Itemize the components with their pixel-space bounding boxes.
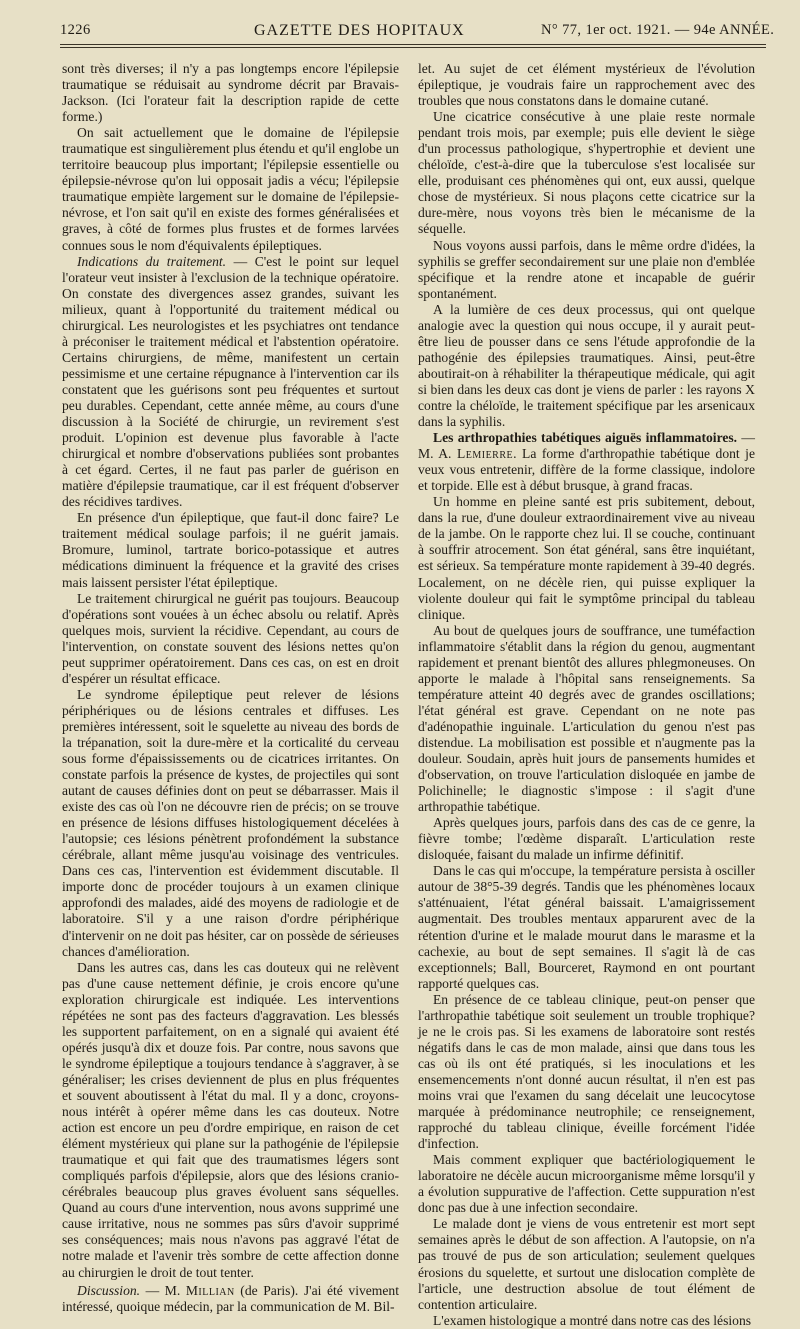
paragraph: Dans le cas qui m'occupe, la température persista à osciller autour de 38°5-39 degrés. Tandis que les phénomènes locaux s'atténuaient, l'état général baissait. L'amaigrissement augmentait. Des troubles mentaux apparurent avec de la rétention d'urine et le malade mourut dans le marasme et la cachexie, au bout de sept semaines. Il s'agit là de cas exceptionnels; Ball, Bourceret, Raymond en ont pourtant rapporté quelques cas. <box>418 863 755 991</box>
issue-info: N° 77, 1er oct. 1921. — 94e ANNÉE. <box>541 22 775 38</box>
subheading: Discussion. <box>77 1282 141 1298</box>
subheading: Indications du traitement. <box>77 253 227 269</box>
paragraph: En présence de ce tableau clinique, peut-on penser que l'arthropathie tabétique soit seulement un trouble trophique? je ne le crois pas. Si les examens de laboratoire sont restés négatifs dans le cas de mon malade, ainsi que dans tous les cas où ils ont été pratiqués, si les inoculations et les ensemencements n'ont donné aucun résultat, il n'en est pas moins vrai que l'examen du sang décelait une leucocytose marquée à prédominance neutrophile; ce renseignement, rapproché du tableau clinique, éveille forcément l'idée d'infection. <box>418 991 755 1152</box>
paragraph: Une cicatrice consécutive à une plaie reste normale pendant trois mois, par exemple; puis elle devient le siège d'un processus pathologique, s'hypertrophie et devient une chéloïde, c'est-à-dire que la tuberculose s'est localisée sur elle, produisant ces phénomènes qui ont, eux aussi, quelque chose de mystérieux. Si nous plaçons cette cicatrice sur la dure-mère, nous voyons très bien le mécanisme de la séquelle. <box>418 109 755 237</box>
paragraph: Le syndrome épileptique peut relever de lésions périphériques ou de lésions centrales et diffuses. Les premières intéressent, soit le squelette au niveau des bords de la trépanation, soit la dure-mère et la corticalité du cerveau sous forme d'épaississements ou de cicatrices irritantes. On constate parfois la présence de kystes, de projectiles qui sont autant de causes définies dont on peut se débarrasser. Mais il existe des cas où l'on ne découvre rien de précis; on se trouve en présence de lésions diffuses histologiquement décelées à l'autopsie; ces lésions pénètrent profondément la substance cérébrale, allant même jusqu'au voisinage des ventricules. Dans ces cas, l'intervention est évidemment discutable. Il importe donc de procéder toujours à un examen clinique approfondi des malades, aidé des moyens de radiologie et de laboratoire. S'il y a une raison d'ordre périphérique d'intervenir on ne doit pas hésiter, car on possède de sérieuses chances d'amélioration. <box>62 686 399 959</box>
paragraph-text: . La forme d'arthropathie tabétique dont je veux vous entretenir, diffère de la forme classique, indolore et torpide. Elle est à début brusque, à grand fracas. <box>418 446 755 494</box>
paragraph-text: — M. A. <box>418 430 755 462</box>
paragraph <box>62 254 399 511</box>
paragraph: A la lumière de ces deux processus, qui ont quelque analogie avec la question qui nous occupe, il y aurait peut-être lieu de pousser dans ce sens l'étude approfondie de la pathogénie des épilepsies traumatiques. Ainsi, peut-être aboutirait-on à réhabiliter la thérapeutique médicale, qui agit si bien dans les deux cas dont je viens de parler : les rayons X contre la chéloïde, le traitement spécifique par les arsenicaux dans la syphilis. <box>418 301 755 430</box>
paragraph-text: — M. <box>140 1282 186 1298</box>
paragraph: Le malade dont je viens de vous entretenir est mort sept semaines après le début de son affection. A l'autopsie, on n'a pas trouvé de pus de son articulation; seulement quelques érosions du squelette, et surtout une dislocation complète de l'article, une destruction absolue de tout élément de contention articulaire. <box>418 1216 755 1312</box>
author-name: Millian <box>185 1282 235 1298</box>
page-header <box>0 22 800 42</box>
paragraph: Après quelques jours, parfois dans des cas de ce genre, la fièvre tombe; l'œdème disparaît. L'articulation reste disloquée, faisant du malade un infirme définitif. <box>418 815 755 863</box>
paragraph: Dans les autres cas, dans les cas douteux qui ne relèvent pas d'une cause nettement définie, je crois encore qu'une exploration chirurgicale est indiquée. Les interventions répétées ne sont pas des facteurs d'aggravation. Les blessés les supportent parfaitement, on en a signalé qui avaient été opérés jusqu'à dix et douze fois. Par contre, nous savons que le syndrome épileptique a toujours tendance à s'aggraver, à se généraliser; les crises deviennent de plus en plus fréquentes et souvent aboutissent à l'état du mal. Il y a donc, croyons-nous intérêt à opérer même dans les cas douteux. Notre action est encore un peu d'ordre empirique, en raison de cet élément mystérieux qui plane sur la pathogénie de l'épilepsie traumatique et qui fait que des traumatismes légers sont compliqués parfois d'épilepsie, alors que des lésions cranio-cérébrales beaucoup plus graves évoluent sans séquelles. Quand au cours d'une intervention, nous avons supprimé une cause irritative, nous ne sommes pas sûrs d'avoir supprimé ses conséquences; mais nous n'avons pas aggravé l'état de notre malade et l'avenir très sombre de cette affection donne au chirurgien le droit de tout tenter. <box>62 959 399 1280</box>
header-rule-double <box>60 47 766 48</box>
journal-title: GAZETTE DES HOPITAUX <box>254 22 465 39</box>
section-heading: Les arthropathies tabétiques aiguës inflammatoires. <box>433 430 738 446</box>
paragraph <box>62 1283 399 1315</box>
left-column <box>62 61 399 1315</box>
author-name: Lemierre <box>456 446 514 462</box>
paragraph: Nous voyons aussi parfois, dans le même ordre d'idées, la syphilis se greffer secondairement sur une plaie non d'emblée spécifique et la rendre atone et incapable de guérir spontanément. <box>418 237 755 301</box>
right-column <box>418 61 755 1329</box>
page-number: 1226 <box>60 22 91 38</box>
header-rule <box>60 44 766 45</box>
paragraph: Au bout de quelques jours de souffrance, une tuméfaction inflammatoire s'établit dans la région du genou, augmentant rapidement et prenant bientôt des allures phlegmoneuses. On apporte le malade à l'hôpital sans renseignements. Sa température atteint 40 degrés avec de grandes oscillations; l'état général est grave. Cependant on ne note pas d'adénopathie inguinale. L'articulation du genou n'est pas distendue. La mobilisation est possible et n'augmente pas la douleur. Soudain, après huit jours de pansements humides et d'observation, on trouve l'articulation disloquée en jambe de Polichinelle; le diagnostic s'impose : il s'agit d'une arthropathie tabétique. <box>418 622 755 815</box>
paragraph-text: — C'est le point sur lequel l'orateur veut insister à l'exclusion de la technique opératoire. On constate des divergences assez grandes, suivant les milieux, quant à l'opportunité du traitement médical ou chirurgical. Les neurologistes et les psychiatres ont tendance à préconiser le traitement médical et l'abstention opératoire. Certains chirurgiens, de même, manifestent un certain pessimisme et une certaine répugnance à l'intervention car ils constatent que les guérisons sont peu fréquentes et surtout peu durables. Cependant, cette année même, au cours d'une discussion à la Société de chirurgie, un revirement s'est produit. L'opinion est devenue plus favorable à l'acte chirurgical et nombre d'observations publiées sont probantes à cet égard. Certes, il ne faut pas parler de guérison en matière d'épilepsie traumatique, car il est fréquent d'observer des récidives tardives. <box>62 253 399 510</box>
paragraph: On sait actuellement que le domaine de l'épilepsie traumatique est singulièrement plus étendu et qu'il englobe un territoire beaucoup plus important; l'épilepsie essentielle ou épilepsie-névrose qu'on lui opposait jadis a vécu; l'épilepsie traumatique empiète largement sur le domaine de l'épilepsie-névrose, et l'on sait qu'il en existe des formes généralisées et graves, à côté de formes plus frustes et de formes larvées connues sous le nom d'équivalents épileptiques. <box>62 125 399 253</box>
paragraph: Un homme en pleine santé est pris subitement, debout, dans la rue, d'une douleur extraordinairement vive au niveau de la jambe. On le rapporte chez lui. Il se couche, continuant à souffrir atrocement. Son état général, sans être inquiétant, est sérieux. Sa température monte rapidement à 39-40 degrés. Localement, on ne décèle rien, qui puisse expliquer la violente douleur qui fait le symptôme principal du tableau clinique. <box>418 494 755 622</box>
paragraph: Mais comment expliquer que bactériologiquement le laboratoire ne décèle aucun microorganisme même lorsqu'il y a évolution suppurative de l'affection. Cette suppuration n'est donc pas due à une infection secondaire. <box>418 1152 755 1216</box>
paragraph: let. Au sujet de cet élément mystérieux de l'évolution épileptique, je voudrais faire un rapprochement avec des troubles que nous constatons dans le domaine cutané. <box>418 61 755 109</box>
paragraph: Le traitement chirurgical ne guérit pas toujours. Beaucoup d'opérations sont vouées à un échec absolu ou relatif. Après quelques mois, survient la récidive. Cependant, au cours de l'intervention, on constate souvent des lésions nettes qu'on peut supprimer opératoirement. Dans ces cas, on est en droit d'espérer un résultat efficace. <box>62 590 399 686</box>
paragraph: sont très diverses; il n'y a pas longtemps encore l'épilepsie traumatique se réduisait au syndrome décrit par Bravais-Jackson. (Ici l'orateur fait la description rapide de cette forme.) <box>62 61 399 125</box>
paragraph-text: (de Paris). J'ai été vivement intéressé, quoique médecin, par la communication de M. Bil- <box>62 1282 399 1314</box>
paragraph: L'examen histologique a montré dans notre cas des lésions <box>433 1312 752 1328</box>
paragraph: En présence d'un épileptique, que faut-il donc faire? Le traitement médical soulage parfois; il ne guérit jamais. Bromure, luminol, tartrate borico-potassique et autres médications diminuent la fréquence et la gravité des crises mais laissent persister l'état épileptique. <box>62 510 399 590</box>
section-heading-paragraph <box>418 430 755 494</box>
